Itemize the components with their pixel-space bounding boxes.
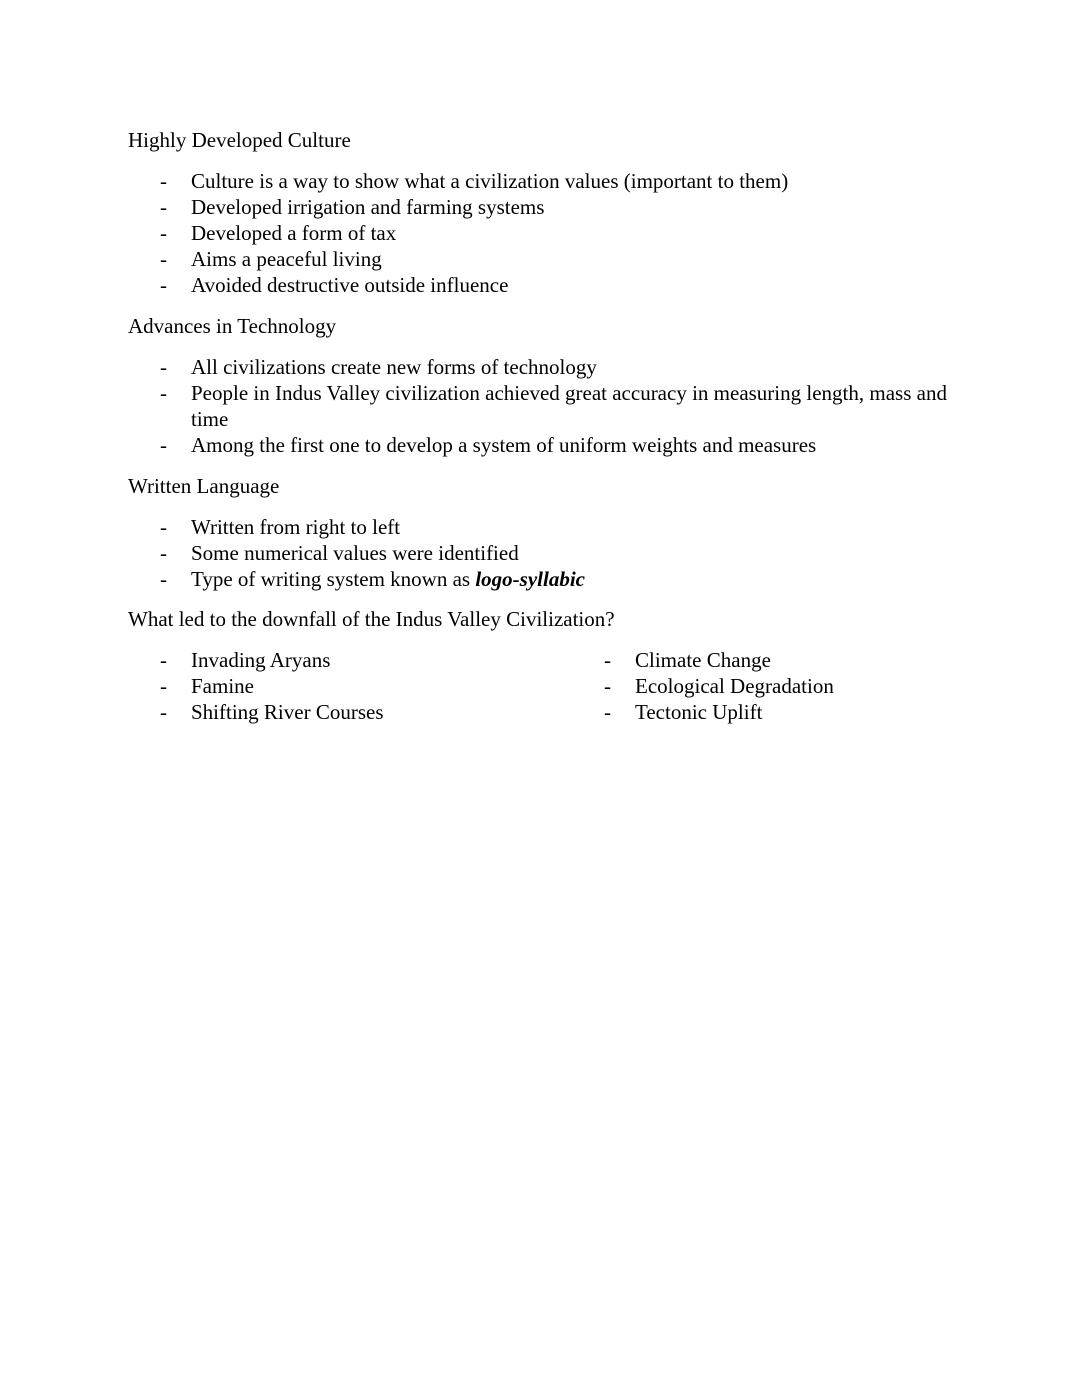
bullet-dash: - bbox=[604, 700, 611, 724]
list-item: - Culture is a way to show what a civilization values (important to them) bbox=[160, 169, 789, 193]
technology-list bbox=[160, 354, 966, 458]
list-item: - Some numerical values were identified bbox=[160, 541, 519, 565]
list-item: - Shifting River Courses bbox=[160, 700, 384, 724]
bullet-dash: - bbox=[160, 273, 167, 297]
bullet-dash: - bbox=[160, 567, 167, 591]
list-item: - Developed irrigation and farming systems bbox=[160, 195, 545, 219]
bullet-dash: - bbox=[160, 381, 167, 405]
list-item: - Famine bbox=[160, 674, 254, 698]
bullet-dash: - bbox=[160, 700, 167, 724]
bullet-dash: - bbox=[160, 541, 167, 565]
list-item: - Ecological Degradation bbox=[604, 674, 834, 698]
list-item: - Avoided destructive outside influence bbox=[160, 273, 509, 297]
bullet-dash: - bbox=[160, 433, 167, 457]
list-item: - All civilizations create new forms of technology bbox=[160, 355, 597, 379]
bullet-dash: - bbox=[160, 648, 167, 672]
section-heading-technology: Advances in Technology bbox=[128, 314, 337, 338]
downfall-list-right bbox=[604, 647, 1015, 725]
bullet-dash: - bbox=[160, 674, 167, 698]
list-item: - Among the first one to develop a system of uniform weights and measures bbox=[160, 433, 817, 457]
language-list bbox=[160, 514, 1011, 592]
list-item bbox=[160, 566, 1011, 592]
bullet-dash: - bbox=[604, 648, 611, 672]
downfall-list-left bbox=[160, 647, 571, 725]
bullet-dash: - bbox=[604, 674, 611, 698]
bullet-dash: - bbox=[160, 195, 167, 219]
writing-system-prefix: Type of writing system known as bbox=[191, 567, 476, 591]
list-item: - Climate Change bbox=[604, 648, 771, 672]
writing-system-term: logo-syllabic bbox=[475, 567, 585, 591]
list-item: - Invading Aryans bbox=[160, 648, 331, 672]
bullet-dash: - bbox=[160, 515, 167, 539]
list-item: - People in Indus Valley civilization achieved great accuracy in measuring length, mass and time bbox=[160, 381, 947, 431]
bullet-dash: - bbox=[160, 247, 167, 271]
bullet-dash: - bbox=[160, 221, 167, 245]
bullet-dash: - bbox=[160, 355, 167, 379]
section-heading-downfall: What led to the downfall of the Indus Valley Civilization? bbox=[128, 607, 615, 631]
list-item: - Written from right to left bbox=[160, 515, 401, 539]
culture-list bbox=[160, 168, 1011, 298]
list-item: - Aims a peaceful living bbox=[160, 247, 382, 271]
section-heading-language: Written Language bbox=[128, 474, 280, 498]
list-item: - Tectonic Uplift bbox=[604, 700, 763, 724]
bullet-dash: - bbox=[160, 169, 167, 193]
list-item: - Developed a form of tax bbox=[160, 221, 397, 245]
section-heading-culture: Highly Developed Culture bbox=[128, 128, 351, 152]
